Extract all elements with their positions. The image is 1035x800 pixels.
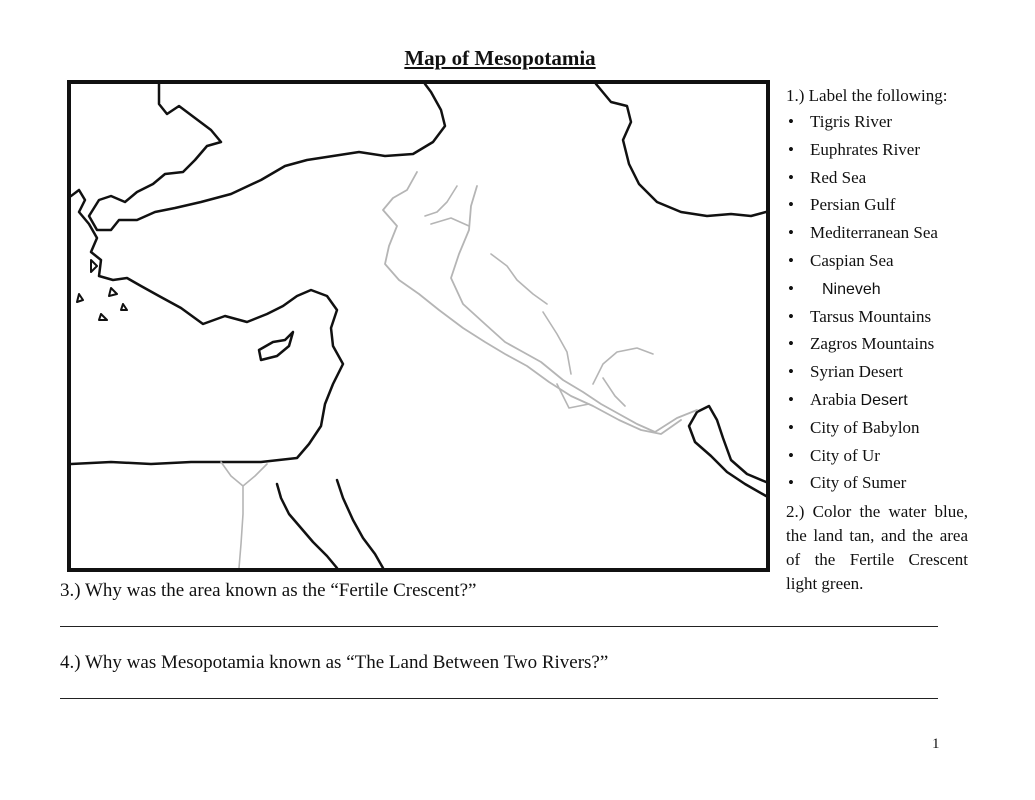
- task-heading: 1.) Label the following:: [786, 86, 948, 105]
- page-number: 1: [932, 736, 940, 752]
- aegean-islands: [77, 260, 127, 320]
- list-item-nineveh: [786, 275, 968, 303]
- nineveh-label: Nineveh: [822, 280, 881, 298]
- list-item-sumer: • City of Sumer: [786, 469, 968, 497]
- list-item-arabia: [786, 386, 968, 414]
- red-sea-east-coastline: [337, 480, 383, 568]
- caspian-sea-coastline: [596, 84, 766, 216]
- arabia-desert-label: Desert: [860, 391, 908, 409]
- tigris-river: [451, 186, 697, 432]
- list-item-tarsus: • Tarsus Mountains: [786, 303, 968, 331]
- list-item-persian-gulf: • Persian Gulf: [786, 191, 968, 219]
- list-item-caspian: • Caspian Sea: [786, 247, 968, 275]
- nile-delta: [221, 462, 267, 568]
- mediterranean-coastline: [71, 190, 343, 464]
- question-4: 4.) Why was Mesopotamia known as “The Land Between Two Rivers?”: [60, 652, 609, 673]
- list-item-euphrates: • Euphrates River: [786, 136, 968, 164]
- list-item-zagros: • Zagros Mountains: [786, 330, 968, 358]
- answer-line-3[interactable]: [60, 626, 938, 627]
- label-task: [786, 84, 968, 497]
- answer-line-4[interactable]: [60, 698, 938, 699]
- list-item-tigris: • Tigris River: [786, 108, 968, 136]
- black-sea-coastline: [89, 84, 445, 230]
- persian-gulf-coastline: [689, 406, 766, 496]
- color-task: 2.) Color the water blue, the land tan, and the area of the Fertile Crescent light green.: [786, 502, 968, 593]
- arabia-label: Arabia: [810, 389, 857, 409]
- list-item-red-sea: • Red Sea: [786, 164, 968, 192]
- label-list: [786, 108, 968, 497]
- list-item-ur: • City of Ur: [786, 442, 968, 470]
- list-item-babylon: • City of Babylon: [786, 414, 968, 442]
- page-title: Map of Mesopotamia: [404, 46, 596, 70]
- outline-map: [67, 80, 770, 572]
- list-item-mediterranean: • Mediterranean Sea: [786, 219, 968, 247]
- list-item-syrian-desert: • Syrian Desert: [786, 358, 968, 386]
- red-sea-west-coastline: [277, 484, 337, 568]
- euphrates-river: [383, 172, 681, 434]
- cyprus-island: [259, 332, 293, 360]
- question-3: 3.) Why was the area known as the “Fertile Crescent?”: [60, 580, 477, 601]
